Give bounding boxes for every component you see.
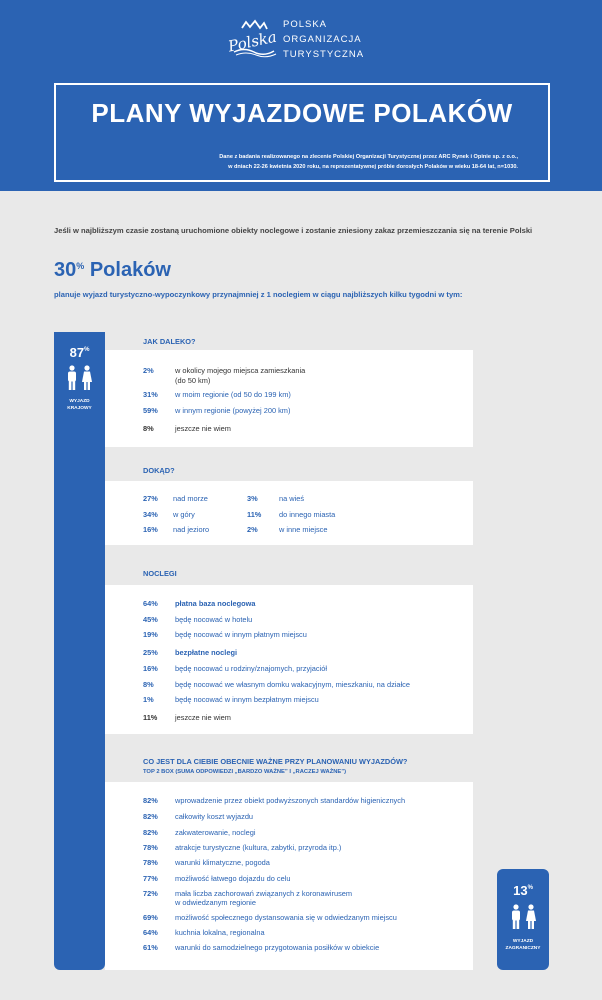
list-item	[143, 424, 463, 434]
org-line-3: TURYSTYCZNA	[283, 49, 365, 60]
lodging-percent: 19%	[143, 630, 158, 639]
where-label: w góry	[173, 510, 195, 519]
lodging-label: będę nocować we własnym domku wakacyjnym, mieszkaniu, na działce	[175, 680, 410, 689]
list-item	[143, 812, 468, 822]
list-item	[143, 664, 463, 674]
list-item	[143, 695, 463, 705]
title-frame	[54, 83, 550, 182]
header-banner	[0, 0, 602, 191]
where-label: na wieś	[279, 494, 305, 503]
list-item	[143, 615, 463, 625]
where-label: nad morze	[173, 494, 208, 503]
lodging-label: bezpłatne noclegi	[175, 648, 238, 657]
list-item	[143, 889, 468, 909]
source-note-line-2: w dniach 22-26 kwietnia 2020 roku, na reprezentatywnej próbie dorosłych Polaków w wieku 18-64 lat, n=1030.	[228, 164, 518, 170]
list-item	[247, 510, 397, 520]
importance-card	[105, 782, 473, 970]
importance-label: mała liczba zachorowań związanych z koronawirusem	[175, 889, 353, 898]
distance-label: w moim regionie (od 50 do 199 km)	[175, 390, 291, 399]
abroad-percent-sign: %	[527, 885, 533, 891]
list-item	[143, 828, 468, 838]
list-item	[143, 913, 468, 923]
abroad-trip-box	[497, 869, 549, 970]
where-percent: 2%	[247, 525, 258, 534]
importance-label: wprowadzenie przez obiekt podwyższonych standardów higienicznych	[175, 796, 406, 805]
source-note-line-1: Dane z badania realizowanego na zlecenie Polskiej Organizacji Turystycznej przez ARC Rynek i Opinie sp. z o.o.,	[219, 154, 518, 160]
where-percent: 11%	[247, 510, 262, 519]
list-item	[143, 680, 463, 690]
list-item	[143, 713, 463, 723]
where-percent: 16%	[143, 525, 158, 534]
lodging-label: będę nocować w innym płatnym miejscu	[175, 630, 307, 639]
importance-label: atrakcje turystyczne (kultura, zabytki, przyroda itp.)	[175, 843, 342, 852]
lodging-title: NOCLEGI	[143, 569, 177, 578]
list-item	[143, 630, 463, 640]
polska-logo	[226, 18, 282, 63]
list-item	[143, 648, 463, 658]
where-label: do innego miasta	[279, 510, 336, 519]
where-label: w inne miejsce	[279, 525, 328, 534]
headline-percent: 30	[54, 259, 77, 281]
lodging-label: będę nocować w innym bezpłatnym miejscu	[175, 695, 319, 704]
where-percent: 27%	[143, 494, 158, 503]
list-item	[143, 510, 253, 520]
plan-text: planuje wyjazd turystyczno-wypoczynkowy przynajmniej z 1 noclegiem w ciągu najbliższych kilku tygodni w tym:	[54, 290, 463, 299]
lodging-percent: 8%	[143, 680, 154, 689]
list-item	[143, 494, 253, 504]
distance-percent: 8%	[143, 424, 154, 433]
intro-text: Jeśli w najbliższym czasie zostaną uruchomione obiekty noclegowe i zostanie zniesiony zakaz przemieszczania się na terenie Polski	[54, 226, 533, 235]
importance-percent: 78%	[143, 858, 158, 867]
organization-name	[283, 17, 364, 62]
headline-word: Polaków	[89, 259, 171, 281]
importance-label: warunki klimatyczne, pogoda	[175, 858, 270, 867]
list-item	[143, 928, 468, 938]
domestic-percent	[54, 345, 105, 360]
list-item	[143, 366, 463, 386]
lodging-label: będę nocować u rodziny/znajomych, przyjaciół	[175, 664, 327, 673]
importance-label: kuchnia lokalna, regionalna	[175, 928, 265, 937]
list-item	[143, 390, 463, 400]
importance-percent: 82%	[143, 812, 158, 821]
domestic-trip-bar	[54, 332, 105, 970]
where-percent: 3%	[247, 494, 258, 503]
abroad-label	[497, 938, 549, 952]
importance-percent: 72%	[143, 889, 158, 898]
list-item	[143, 599, 463, 609]
where-card	[105, 481, 473, 545]
lodging-percent: 11%	[143, 713, 158, 722]
importance-label-cont: w odwiedzanym regionie	[175, 898, 256, 907]
importance-title: CO JEST DLA CIEBIE OBECNIE WAŻNE PRZY PLANOWANIU WYJAZDÓW?	[143, 757, 408, 766]
list-item	[143, 796, 468, 806]
importance-label: możliwość społecznego dystansowania się w odwiedzanym miejscu	[175, 913, 397, 922]
lodging-percent: 45%	[143, 615, 158, 624]
domestic-label-line-2: KRAJOWY	[67, 406, 92, 411]
distance-label-cont: (do 50 km)	[175, 376, 211, 385]
importance-subtitle: TOP 2 BOX (SUMA ODPOWIEDZI „BARDZO WAŻNE” I „RACZEJ WAŻNE”)	[143, 769, 347, 775]
list-item	[143, 858, 468, 868]
abroad-percent-value: 13	[513, 883, 528, 898]
importance-percent: 64%	[143, 928, 158, 937]
list-item	[143, 525, 253, 535]
lodging-label: będę nocować w hotelu	[175, 615, 253, 624]
domestic-label-line-1: WYJAZD	[69, 399, 90, 404]
distance-percent: 31%	[143, 390, 158, 399]
importance-percent: 77%	[143, 874, 158, 883]
org-line-1: POLSKA	[283, 19, 328, 30]
importance-percent: 61%	[143, 943, 158, 952]
headline	[54, 259, 171, 282]
lodging-percent: 1%	[143, 695, 154, 704]
list-item	[143, 874, 468, 884]
page-title: PLANY WYJAZDOWE POLAKÓW	[91, 98, 513, 128]
people-icon	[54, 365, 105, 391]
distance-percent: 2%	[143, 366, 154, 375]
abroad-label-line-2: ZAGRANICZNY	[505, 946, 541, 951]
list-item	[247, 525, 397, 535]
importance-percent: 82%	[143, 828, 158, 837]
list-item	[143, 843, 468, 853]
people-icon	[497, 904, 549, 930]
where-label: nad jezioro	[173, 525, 210, 534]
abroad-label-line-1: WYJAZD	[512, 939, 534, 944]
distance-percent: 59%	[143, 406, 158, 415]
source-note	[86, 152, 518, 172]
where-title: DOKĄD?	[143, 466, 175, 475]
domestic-percent-value: 87	[69, 345, 85, 360]
svg-text:Polska: Polska	[226, 27, 279, 56]
lodging-percent: 16%	[143, 664, 158, 673]
abroad-percent	[497, 883, 549, 898]
list-item	[247, 494, 397, 504]
domestic-label	[54, 398, 105, 412]
list-item	[143, 406, 463, 416]
lodging-percent: 25%	[143, 648, 158, 657]
lodging-percent: 64%	[143, 599, 158, 608]
lodging-label: płatna baza noclegowa	[175, 599, 256, 608]
importance-label: zakwaterowanie, noclegi	[175, 828, 256, 837]
importance-label: możliwość łatwego dojazdu do celu	[175, 874, 291, 883]
headline-percent-sign: %	[76, 261, 85, 271]
org-line-2: ORGANIZACJA	[283, 34, 362, 45]
list-item	[143, 943, 468, 953]
importance-percent: 82%	[143, 796, 158, 805]
distance-title: JAK DALEKO?	[143, 337, 196, 346]
importance-label: całkowity koszt wyjazdu	[175, 812, 254, 821]
distance-label: jeszcze nie wiem	[175, 424, 231, 433]
distance-label: w innym regionie (powyżej 200 km)	[175, 406, 291, 415]
lodging-card	[105, 585, 473, 734]
distance-card	[105, 350, 473, 447]
lodging-label: jeszcze nie wiem	[175, 713, 231, 722]
where-percent: 34%	[143, 510, 158, 519]
domestic-percent-sign: %	[84, 347, 90, 353]
importance-percent: 69%	[143, 913, 158, 922]
importance-percent: 78%	[143, 843, 158, 852]
importance-label: warunki do samodzielnego przygotowania posiłków w obiekcie	[175, 943, 380, 952]
distance-label: w okolicy mojego miejsca zamieszkania	[175, 366, 306, 375]
